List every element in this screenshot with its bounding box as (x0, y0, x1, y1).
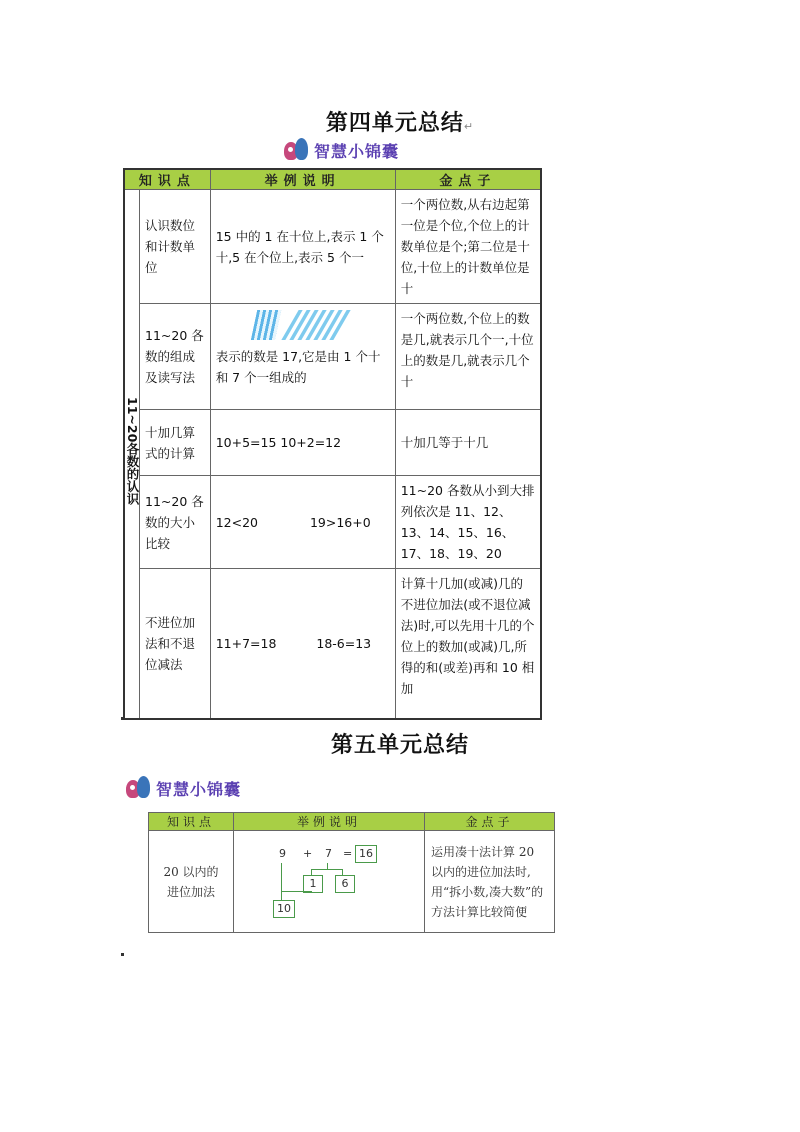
equals-sign: = (343, 847, 353, 860)
topic-cell: 认识数位和计数单位 (140, 190, 211, 304)
table-row (149, 831, 555, 933)
topic-cell: 20 以内的进位加法 (149, 831, 234, 933)
example-cell: 15 中的 1 在十位上,表示 1 个十,5 在个位上,表示 5 个一 (210, 190, 395, 304)
stick-bundle-icon (250, 310, 280, 340)
divider-dot (121, 717, 124, 720)
topic-cell: 11~20 各数的组成及读写法 (140, 304, 211, 410)
header-tip: 金点子 (425, 813, 555, 831)
table-row (124, 190, 541, 304)
unit5-brand (126, 776, 241, 800)
example-a: 12<20 (215, 514, 258, 530)
unit4-brand (284, 138, 399, 162)
counting-sticks-illustration (216, 308, 390, 346)
table-header-row (124, 169, 541, 190)
tip-cell: 一个两位数,个位上的数是几,就表示几个一,十位上的数是几,就表示几个十 (395, 304, 541, 410)
brand-label: 智慧小锦囊 (314, 141, 400, 161)
unit5-table (148, 812, 555, 933)
ten-box: 10 (273, 900, 295, 918)
example-cell (210, 569, 395, 719)
table-row (124, 410, 541, 476)
split-box-b: 6 (335, 875, 355, 893)
bear-mascot-icon (126, 776, 152, 800)
header-tip: 金点子 (395, 169, 541, 190)
table-row (124, 476, 541, 569)
header-topic: 知识点 (124, 169, 210, 190)
table-row (124, 569, 541, 719)
brand-label: 智慧小锦囊 (156, 779, 242, 799)
unit5-title: 第五单元总结 (330, 733, 469, 758)
tip-cell: 十加几等于十几 (395, 410, 541, 476)
plus-sign: + (303, 847, 313, 860)
split-box-a: 1 (303, 875, 323, 893)
example-cell (210, 476, 395, 569)
example-cell (210, 304, 395, 410)
tip-cell: 计算十几加(或减)几的不进位加法(或不退位减法)时,可以先用十几的个位上的数加(或减)几,所得的和(或差)再和 10 相加 (395, 569, 541, 719)
addend-b: 7 (325, 847, 332, 860)
unit4-title: 第四单元总结↵ (325, 111, 475, 136)
result-box: 16 (355, 845, 377, 863)
tip-cell: 11~20 各数从小到大排列依次是 11、12、13、14、15、16、17、18、19、20 (395, 476, 541, 569)
example-a: 11+7=18 (215, 635, 277, 651)
topic-cell: 十加几算式的计算 (140, 410, 211, 476)
make-ten-diagram (269, 844, 389, 919)
unit4-table (123, 168, 542, 720)
header-example: 举例说明 (234, 813, 425, 831)
topic-cell: 不进位加法和不退位减法 (140, 569, 211, 719)
addend-a: 9 (279, 847, 286, 860)
divider-dot (121, 953, 124, 956)
tip-cell: 运用凑十法计算 20 以内的进位加法时,用“拆小数,凑大数”的方法计算比较简便 (425, 831, 555, 933)
side-label: 11~20各数的认识 (124, 190, 140, 719)
bear-mascot-icon (284, 138, 310, 162)
example-cell: 10+5=15 10+2=12 (210, 410, 395, 476)
table-row (124, 304, 541, 410)
tip-cell: 一个两位数,从右边起第一位是个位,个位上的计数单位是个;第二位是十位,十位上的计数单位是十 (395, 190, 541, 304)
header-example: 举例说明 (210, 169, 395, 190)
table-header-row (149, 813, 555, 831)
example-cell (234, 831, 425, 933)
header-topic: 知识点 (149, 813, 234, 831)
example-b: 19>16+0 (309, 514, 371, 530)
topic-cell: 11~20 各数的大小比较 (140, 476, 211, 569)
example-text: 表示的数是 17,它是由 1 个十和 7 个一组成的 (215, 349, 381, 385)
example-b: 18-6=13 (316, 635, 372, 651)
